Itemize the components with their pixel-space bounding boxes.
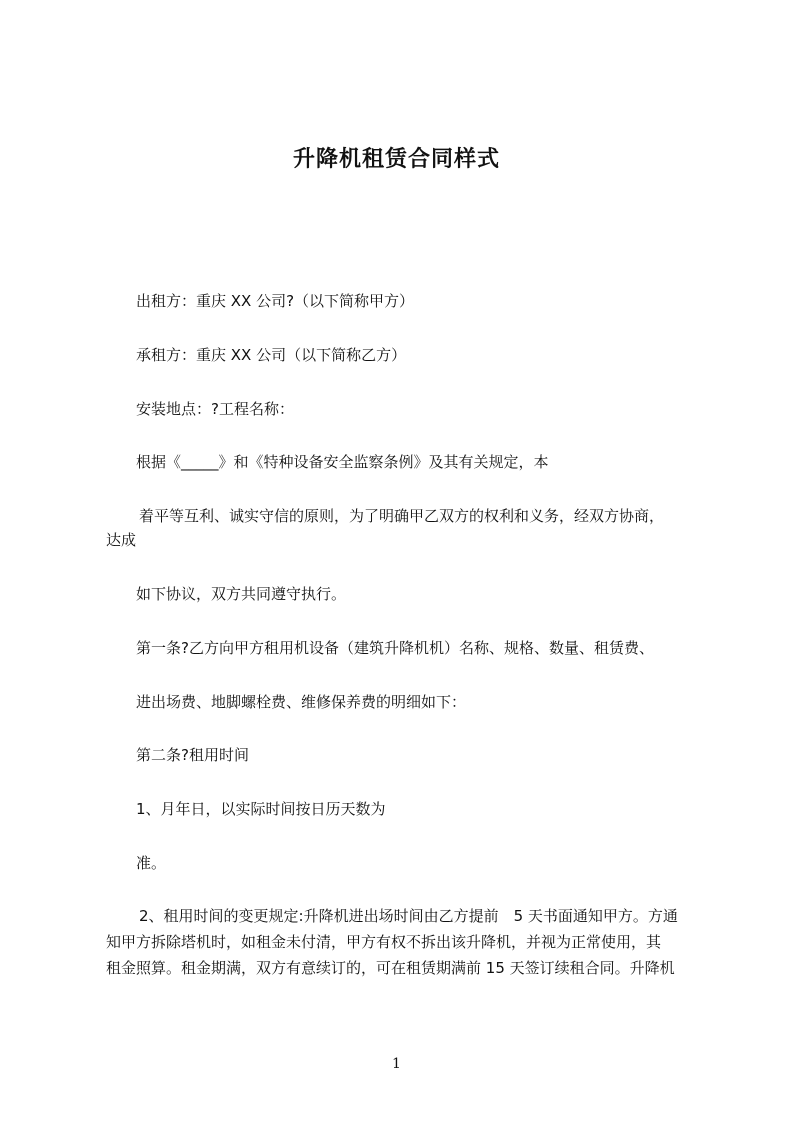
article-two-heading: 第二条?租用时间: [136, 746, 249, 764]
article-one-line: 进出场费、地脚螺栓费、维修保养费的明细如下：: [136, 693, 467, 711]
body-paragraph-line: 根据《_____》和《特种设备安全监察条例》及其有关规定，本: [136, 453, 549, 471]
article-two-line: 1、月年日，以实际时间按日历天数为: [136, 800, 386, 818]
lessee-line: 承租方：重庆 XX 公司（以下简称乙方）: [136, 346, 407, 364]
article-two-line: 租金照算。租金期满，双方有意续订的，可在租赁期满前 15 天签订续租合同。升降机: [106, 959, 675, 977]
article-two-line: 知甲方拆除塔机时，如租金未付清，甲方有权不拆出该升降机，并视为正常使用，其: [106, 933, 662, 951]
article-two-line: 准。: [136, 854, 167, 872]
body-paragraph-line: 如下协议，双方共同遵守执行。: [136, 585, 347, 603]
install-location-line: 安装地点：?工程名称：: [136, 400, 294, 418]
article-one-line: 第一条?乙方向甲方租用机设备（建筑升降机机）名称、规格、数量、租赁费、: [136, 639, 654, 657]
article-two-line: 2、租用时间的变更规定:升降机进出场时间由乙方提前 5 天书面通知甲方。方通: [139, 907, 678, 925]
document-title: 升降机租赁合同样式: [292, 147, 500, 172]
page-number: 1: [392, 1056, 401, 1072]
body-paragraph-line: 着平等互利、诚实守信的原则，为了明确甲乙双方的权利和义务，经双方协商，: [139, 507, 665, 525]
lessor-line: 出租方：重庆 XX 公司?（以下简称甲方）: [136, 292, 415, 310]
body-paragraph-line: 达成: [106, 531, 137, 549]
